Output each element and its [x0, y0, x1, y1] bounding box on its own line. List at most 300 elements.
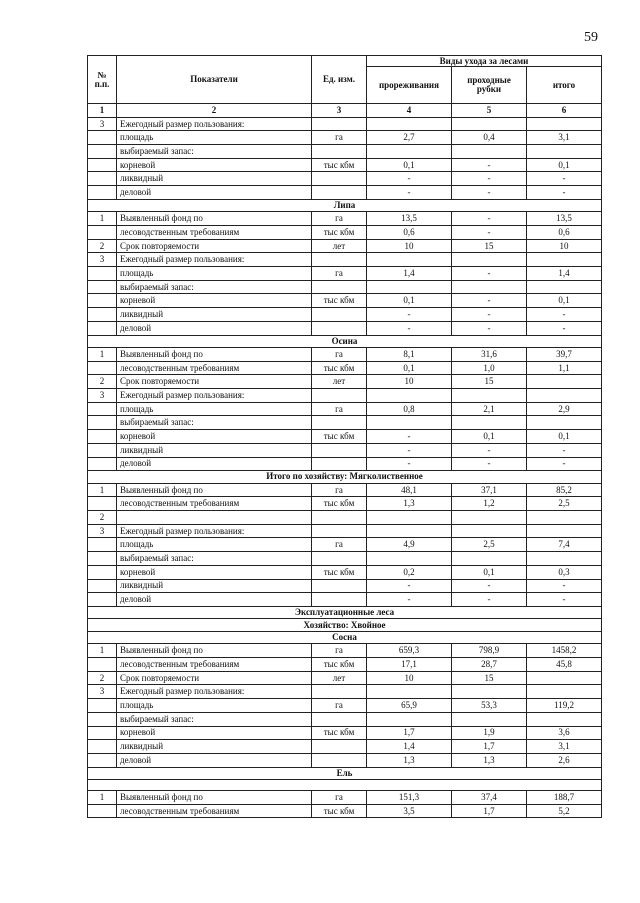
row-number	[88, 158, 117, 172]
thinning-value: -	[367, 579, 452, 593]
table-row	[88, 212, 602, 226]
table-row	[88, 740, 602, 754]
total-value: -	[527, 186, 602, 200]
table-row	[88, 483, 602, 497]
colnum-2: 2	[117, 104, 312, 118]
unit-cell	[312, 172, 367, 186]
total-value	[527, 280, 602, 294]
total-value: 39,7	[527, 348, 602, 362]
indicator-cell: Ежегодный размер пользования:	[117, 389, 312, 403]
indicator-cell: лесоводственным требованиям	[117, 361, 312, 375]
indicator-cell: выбираемый запас:	[117, 145, 312, 159]
row-number: 3	[88, 117, 117, 131]
thinning-value: 0,6	[367, 226, 452, 240]
thinning-value: 1,4	[367, 740, 452, 754]
unit-cell	[312, 740, 367, 754]
unit-cell: тыс кбм	[312, 226, 367, 240]
section-row	[88, 631, 602, 644]
total-value: -	[527, 172, 602, 186]
table-row	[88, 804, 602, 818]
total-value: 119,2	[527, 699, 602, 713]
thinning-value: 48,1	[367, 483, 452, 497]
section-title: Итого по хозяйству: Мягколиственное	[88, 471, 602, 484]
unit-cell: тыс кбм	[312, 158, 367, 172]
table-row	[88, 524, 602, 538]
section-title: Сосна	[88, 631, 602, 644]
indicator-cell: Ежегодный размер пользования:	[117, 685, 312, 699]
unit-cell: га	[312, 483, 367, 497]
indicator-cell: ликвидный	[117, 740, 312, 754]
indicator-cell: лесоводственным требованиям	[117, 226, 312, 240]
thinning-value: 10	[367, 671, 452, 685]
thinning-value: 0,1	[367, 294, 452, 308]
unit-cell	[312, 321, 367, 335]
header-group: Виды ухода за лесами	[367, 56, 602, 67]
passage-cuts-value: 2,5	[452, 538, 527, 552]
passage-cuts-value: 15	[452, 375, 527, 389]
unit-cell: га	[312, 348, 367, 362]
passage-cuts-value	[452, 511, 527, 525]
section-title: Ель	[88, 767, 602, 780]
passage-cuts-value: -	[452, 172, 527, 186]
thinning-value	[367, 511, 452, 525]
unit-cell	[312, 593, 367, 607]
section-title: Эксплуатационные леса	[88, 606, 602, 619]
row-number: 2	[88, 671, 117, 685]
unit-cell	[312, 416, 367, 430]
indicator-cell: площадь	[117, 538, 312, 552]
passage-cuts-value: 0,1	[452, 565, 527, 579]
indicator-cell	[117, 511, 312, 525]
thinning-value: -	[367, 443, 452, 457]
table-row	[88, 671, 602, 685]
row-number: 1	[88, 348, 117, 362]
passage-cuts-value: -	[452, 186, 527, 200]
row-number	[88, 280, 117, 294]
table-row	[88, 565, 602, 579]
indicator-cell: Выявленный фонд по	[117, 483, 312, 497]
table-row	[88, 131, 602, 145]
table-row	[88, 685, 602, 699]
table-row	[88, 753, 602, 767]
total-value: 3,6	[527, 726, 602, 740]
total-value	[527, 685, 602, 699]
thinning-value: 10	[367, 239, 452, 253]
unit-cell	[312, 685, 367, 699]
unit-cell: га	[312, 402, 367, 416]
unit-cell: га	[312, 791, 367, 805]
total-value: 2,5	[527, 497, 602, 511]
thinning-value: 65,9	[367, 699, 452, 713]
table-body	[88, 117, 602, 818]
table-row	[88, 593, 602, 607]
table-row	[88, 416, 602, 430]
row-number	[88, 443, 117, 457]
unit-cell	[312, 145, 367, 159]
total-value: -	[527, 593, 602, 607]
table-row	[88, 511, 602, 525]
thinning-value	[367, 145, 452, 159]
header-total: итого	[527, 67, 602, 104]
row-number	[88, 538, 117, 552]
indicator-cell: ликвидный	[117, 308, 312, 322]
table-row	[88, 699, 602, 713]
indicator-cell: ликвидный	[117, 579, 312, 593]
unit-cell: тыс кбм	[312, 294, 367, 308]
total-value: -	[527, 308, 602, 322]
indicator-cell: Срок повторяемости	[117, 239, 312, 253]
indicator-cell: корневой	[117, 294, 312, 308]
table-row	[88, 430, 602, 444]
indicator-cell: Ежегодный размер пользования:	[117, 253, 312, 267]
total-value	[527, 552, 602, 566]
total-value: 10	[527, 239, 602, 253]
unit-cell: лет	[312, 375, 367, 389]
thinning-value	[367, 552, 452, 566]
table-row	[88, 172, 602, 186]
header-row	[88, 56, 602, 67]
row-number: 2	[88, 239, 117, 253]
passage-cuts-value: -	[452, 267, 527, 281]
thinning-value: -	[367, 457, 452, 471]
thinning-value	[367, 280, 452, 294]
indicator-cell: Выявленный фонд по	[117, 348, 312, 362]
unit-cell: га	[312, 538, 367, 552]
passage-cuts-value: 37,4	[452, 791, 527, 805]
total-value	[527, 389, 602, 403]
table-row	[88, 402, 602, 416]
row-number	[88, 226, 117, 240]
indicator-cell: корневой	[117, 565, 312, 579]
total-value	[527, 671, 602, 685]
passage-cuts-value	[452, 280, 527, 294]
row-number	[88, 565, 117, 579]
thinning-value: 0,8	[367, 402, 452, 416]
table-row	[88, 348, 602, 362]
passage-cuts-value	[452, 253, 527, 267]
passage-cuts-value: -	[452, 226, 527, 240]
total-value	[527, 117, 602, 131]
passage-cuts-value: -	[452, 294, 527, 308]
total-value: 2,9	[527, 402, 602, 416]
row-number	[88, 321, 117, 335]
table-row	[88, 726, 602, 740]
thinning-value	[367, 524, 452, 538]
row-number: 2	[88, 511, 117, 525]
passage-cuts-value: 0,4	[452, 131, 527, 145]
total-value: 0,1	[527, 158, 602, 172]
indicator-cell: выбираемый запас:	[117, 280, 312, 294]
thinning-value	[367, 712, 452, 726]
section-row	[88, 606, 602, 619]
table-row	[88, 375, 602, 389]
table-row	[88, 497, 602, 511]
unit-cell	[312, 253, 367, 267]
total-value	[527, 416, 602, 430]
row-number	[88, 804, 117, 818]
total-value	[527, 375, 602, 389]
passage-cuts-value: -	[452, 158, 527, 172]
indicator-cell: площадь	[117, 267, 312, 281]
total-value: 1,1	[527, 361, 602, 375]
colnum-1: 1	[88, 104, 117, 118]
indicator-cell: выбираемый запас:	[117, 552, 312, 566]
passage-cuts-value: 15	[452, 239, 527, 253]
table-row	[88, 321, 602, 335]
thinning-value: -	[367, 172, 452, 186]
passage-cuts-value	[452, 524, 527, 538]
indicator-cell: Ежегодный размер пользования:	[117, 524, 312, 538]
row-number	[88, 361, 117, 375]
section-title: Осина	[88, 335, 602, 348]
row-number	[88, 457, 117, 471]
total-value: 0,6	[527, 226, 602, 240]
unit-cell	[312, 552, 367, 566]
row-number: 1	[88, 791, 117, 805]
thinning-value: -	[367, 593, 452, 607]
indicator-cell: деловой	[117, 593, 312, 607]
passage-cuts-value: 31,6	[452, 348, 527, 362]
table-row	[88, 791, 602, 805]
indicator-cell: Срок повторяемости	[117, 375, 312, 389]
row-number	[88, 172, 117, 186]
table-row	[88, 145, 602, 159]
passage-cuts-value: 37,1	[452, 483, 527, 497]
table-row	[88, 579, 602, 593]
thinning-value: 151,3	[367, 791, 452, 805]
thinning-value: 1,3	[367, 753, 452, 767]
passage-cuts-value: 1,9	[452, 726, 527, 740]
unit-cell	[312, 280, 367, 294]
header-num: № п.п.	[88, 56, 117, 104]
indicator-cell: Ежегодный размер пользования:	[117, 117, 312, 131]
row-number: 1	[88, 483, 117, 497]
indicator-cell: выбираемый запас:	[117, 416, 312, 430]
unit-cell: тыс кбм	[312, 726, 367, 740]
passage-cuts-value: 1,7	[452, 804, 527, 818]
section-row	[88, 767, 602, 780]
table-row	[88, 294, 602, 308]
blank-cell	[88, 780, 602, 791]
passage-cuts-value: -	[452, 212, 527, 226]
row-number	[88, 593, 117, 607]
thinning-value	[367, 253, 452, 267]
forest-care-table	[87, 55, 602, 818]
passage-cuts-value	[452, 685, 527, 699]
thinning-value: 0,1	[367, 158, 452, 172]
indicator-cell: выбираемый запас:	[117, 712, 312, 726]
unit-cell	[312, 186, 367, 200]
indicator-cell: деловой	[117, 753, 312, 767]
thinning-value: 2,7	[367, 131, 452, 145]
total-value: 45,8	[527, 658, 602, 672]
unit-cell	[312, 389, 367, 403]
unit-cell	[312, 117, 367, 131]
unit-cell: лет	[312, 239, 367, 253]
row-number	[88, 430, 117, 444]
unit-cell: тыс кбм	[312, 658, 367, 672]
row-number	[88, 740, 117, 754]
thinning-value: 17,1	[367, 658, 452, 672]
passage-cuts-value	[452, 552, 527, 566]
page-number: 59	[584, 30, 598, 45]
passage-cuts-value: 0,1	[452, 430, 527, 444]
passage-cuts-value: 1,3	[452, 753, 527, 767]
row-number	[88, 308, 117, 322]
total-value: 13,5	[527, 212, 602, 226]
row-number: 3	[88, 685, 117, 699]
unit-cell: га	[312, 267, 367, 281]
unit-cell: га	[312, 644, 367, 658]
unit-cell: тыс кбм	[312, 430, 367, 444]
table-row	[88, 308, 602, 322]
passage-cuts-value: 28,7	[452, 658, 527, 672]
header-unit: Ед. изм.	[312, 56, 367, 104]
indicator-cell: Выявленный фонд по	[117, 644, 312, 658]
table-row	[88, 267, 602, 281]
section-row	[88, 619, 602, 632]
row-number	[88, 753, 117, 767]
section-title: Хозяйство: Хвойное	[88, 619, 602, 632]
indicator-cell: корневой	[117, 726, 312, 740]
indicator-cell: Выявленный фонд по	[117, 212, 312, 226]
thinning-value: 659,3	[367, 644, 452, 658]
thinning-value: 1,4	[367, 267, 452, 281]
thinning-value: 3,5	[367, 804, 452, 818]
unit-cell	[312, 511, 367, 525]
total-value: -	[527, 443, 602, 457]
thinning-value: -	[367, 430, 452, 444]
unit-cell: тыс кбм	[312, 804, 367, 818]
unit-cell: га	[312, 212, 367, 226]
indicator-cell: ликвидный	[117, 443, 312, 457]
total-value: 0,3	[527, 565, 602, 579]
table-row	[88, 280, 602, 294]
indicator-cell: площадь	[117, 131, 312, 145]
header-passage-cuts: проходные рубки	[452, 67, 527, 104]
row-number: 2	[88, 375, 117, 389]
indicator-cell: лесоводственным требованиям	[117, 497, 312, 511]
row-number: 1	[88, 212, 117, 226]
total-value: 85,2	[527, 483, 602, 497]
table-row	[88, 239, 602, 253]
total-value: 1,4	[527, 267, 602, 281]
indicator-cell: Выявленный фонд по	[117, 791, 312, 805]
unit-cell	[312, 579, 367, 593]
table-row	[88, 457, 602, 471]
thinning-value	[367, 117, 452, 131]
indicator-cell: корневой	[117, 158, 312, 172]
header-thinning: прореживания	[367, 67, 452, 104]
row-number	[88, 552, 117, 566]
passage-cuts-value: -	[452, 579, 527, 593]
unit-cell	[312, 457, 367, 471]
colnum-5: 5	[452, 104, 527, 118]
section-title: Липа	[88, 199, 602, 212]
table-row	[88, 538, 602, 552]
passage-cuts-value	[452, 389, 527, 403]
thinning-value: 1,3	[367, 497, 452, 511]
row-number	[88, 416, 117, 430]
row-number: 1	[88, 644, 117, 658]
total-value: 0,1	[527, 430, 602, 444]
total-value	[527, 253, 602, 267]
total-value	[527, 145, 602, 159]
row-number	[88, 658, 117, 672]
blank-row	[88, 780, 602, 791]
passage-cuts-value	[452, 145, 527, 159]
thinning-value	[367, 416, 452, 430]
unit-cell	[312, 753, 367, 767]
table-row	[88, 226, 602, 240]
passage-cuts-value: 1,0	[452, 361, 527, 375]
section-row	[88, 471, 602, 484]
thinning-value: 4,9	[367, 538, 452, 552]
passage-cuts-value	[452, 416, 527, 430]
thinning-value: 13,5	[367, 212, 452, 226]
table-row	[88, 186, 602, 200]
row-number	[88, 267, 117, 281]
total-value: 3,1	[527, 740, 602, 754]
total-value: 0,1	[527, 294, 602, 308]
passage-cuts-value	[452, 712, 527, 726]
passage-cuts-value: -	[452, 321, 527, 335]
unit-cell: тыс кбм	[312, 565, 367, 579]
column-numbers-row	[88, 104, 602, 118]
unit-cell: лет	[312, 671, 367, 685]
row-number: 3	[88, 389, 117, 403]
thinning-value: 8,1	[367, 348, 452, 362]
row-number	[88, 131, 117, 145]
table-row	[88, 443, 602, 457]
row-number	[88, 726, 117, 740]
unit-cell: га	[312, 131, 367, 145]
total-value	[527, 511, 602, 525]
section-row	[88, 199, 602, 212]
table-row	[88, 644, 602, 658]
total-value: 7,4	[527, 538, 602, 552]
section-row	[88, 335, 602, 348]
total-value: 5,2	[527, 804, 602, 818]
indicator-cell: ликвидный	[117, 172, 312, 186]
row-number: 3	[88, 253, 117, 267]
thinning-value: 10	[367, 375, 452, 389]
indicator-cell: лесоводственным требованиям	[117, 658, 312, 672]
table-row	[88, 253, 602, 267]
passage-cuts-value: -	[452, 443, 527, 457]
table-row	[88, 552, 602, 566]
total-value: 188,7	[527, 791, 602, 805]
table-row	[88, 712, 602, 726]
unit-cell: га	[312, 699, 367, 713]
unit-cell	[312, 524, 367, 538]
passage-cuts-value: -	[452, 457, 527, 471]
table-row	[88, 117, 602, 131]
row-number	[88, 402, 117, 416]
thinning-value: 1,7	[367, 726, 452, 740]
unit-cell	[312, 308, 367, 322]
indicator-cell: площадь	[117, 402, 312, 416]
unit-cell	[312, 712, 367, 726]
total-value: 1458,2	[527, 644, 602, 658]
indicator-cell: площадь	[117, 699, 312, 713]
table-row	[88, 658, 602, 672]
passage-cuts-value: 53,3	[452, 699, 527, 713]
passage-cuts-value: 798,9	[452, 644, 527, 658]
row-number	[88, 699, 117, 713]
passage-cuts-value: 2,1	[452, 402, 527, 416]
total-value: -	[527, 457, 602, 471]
